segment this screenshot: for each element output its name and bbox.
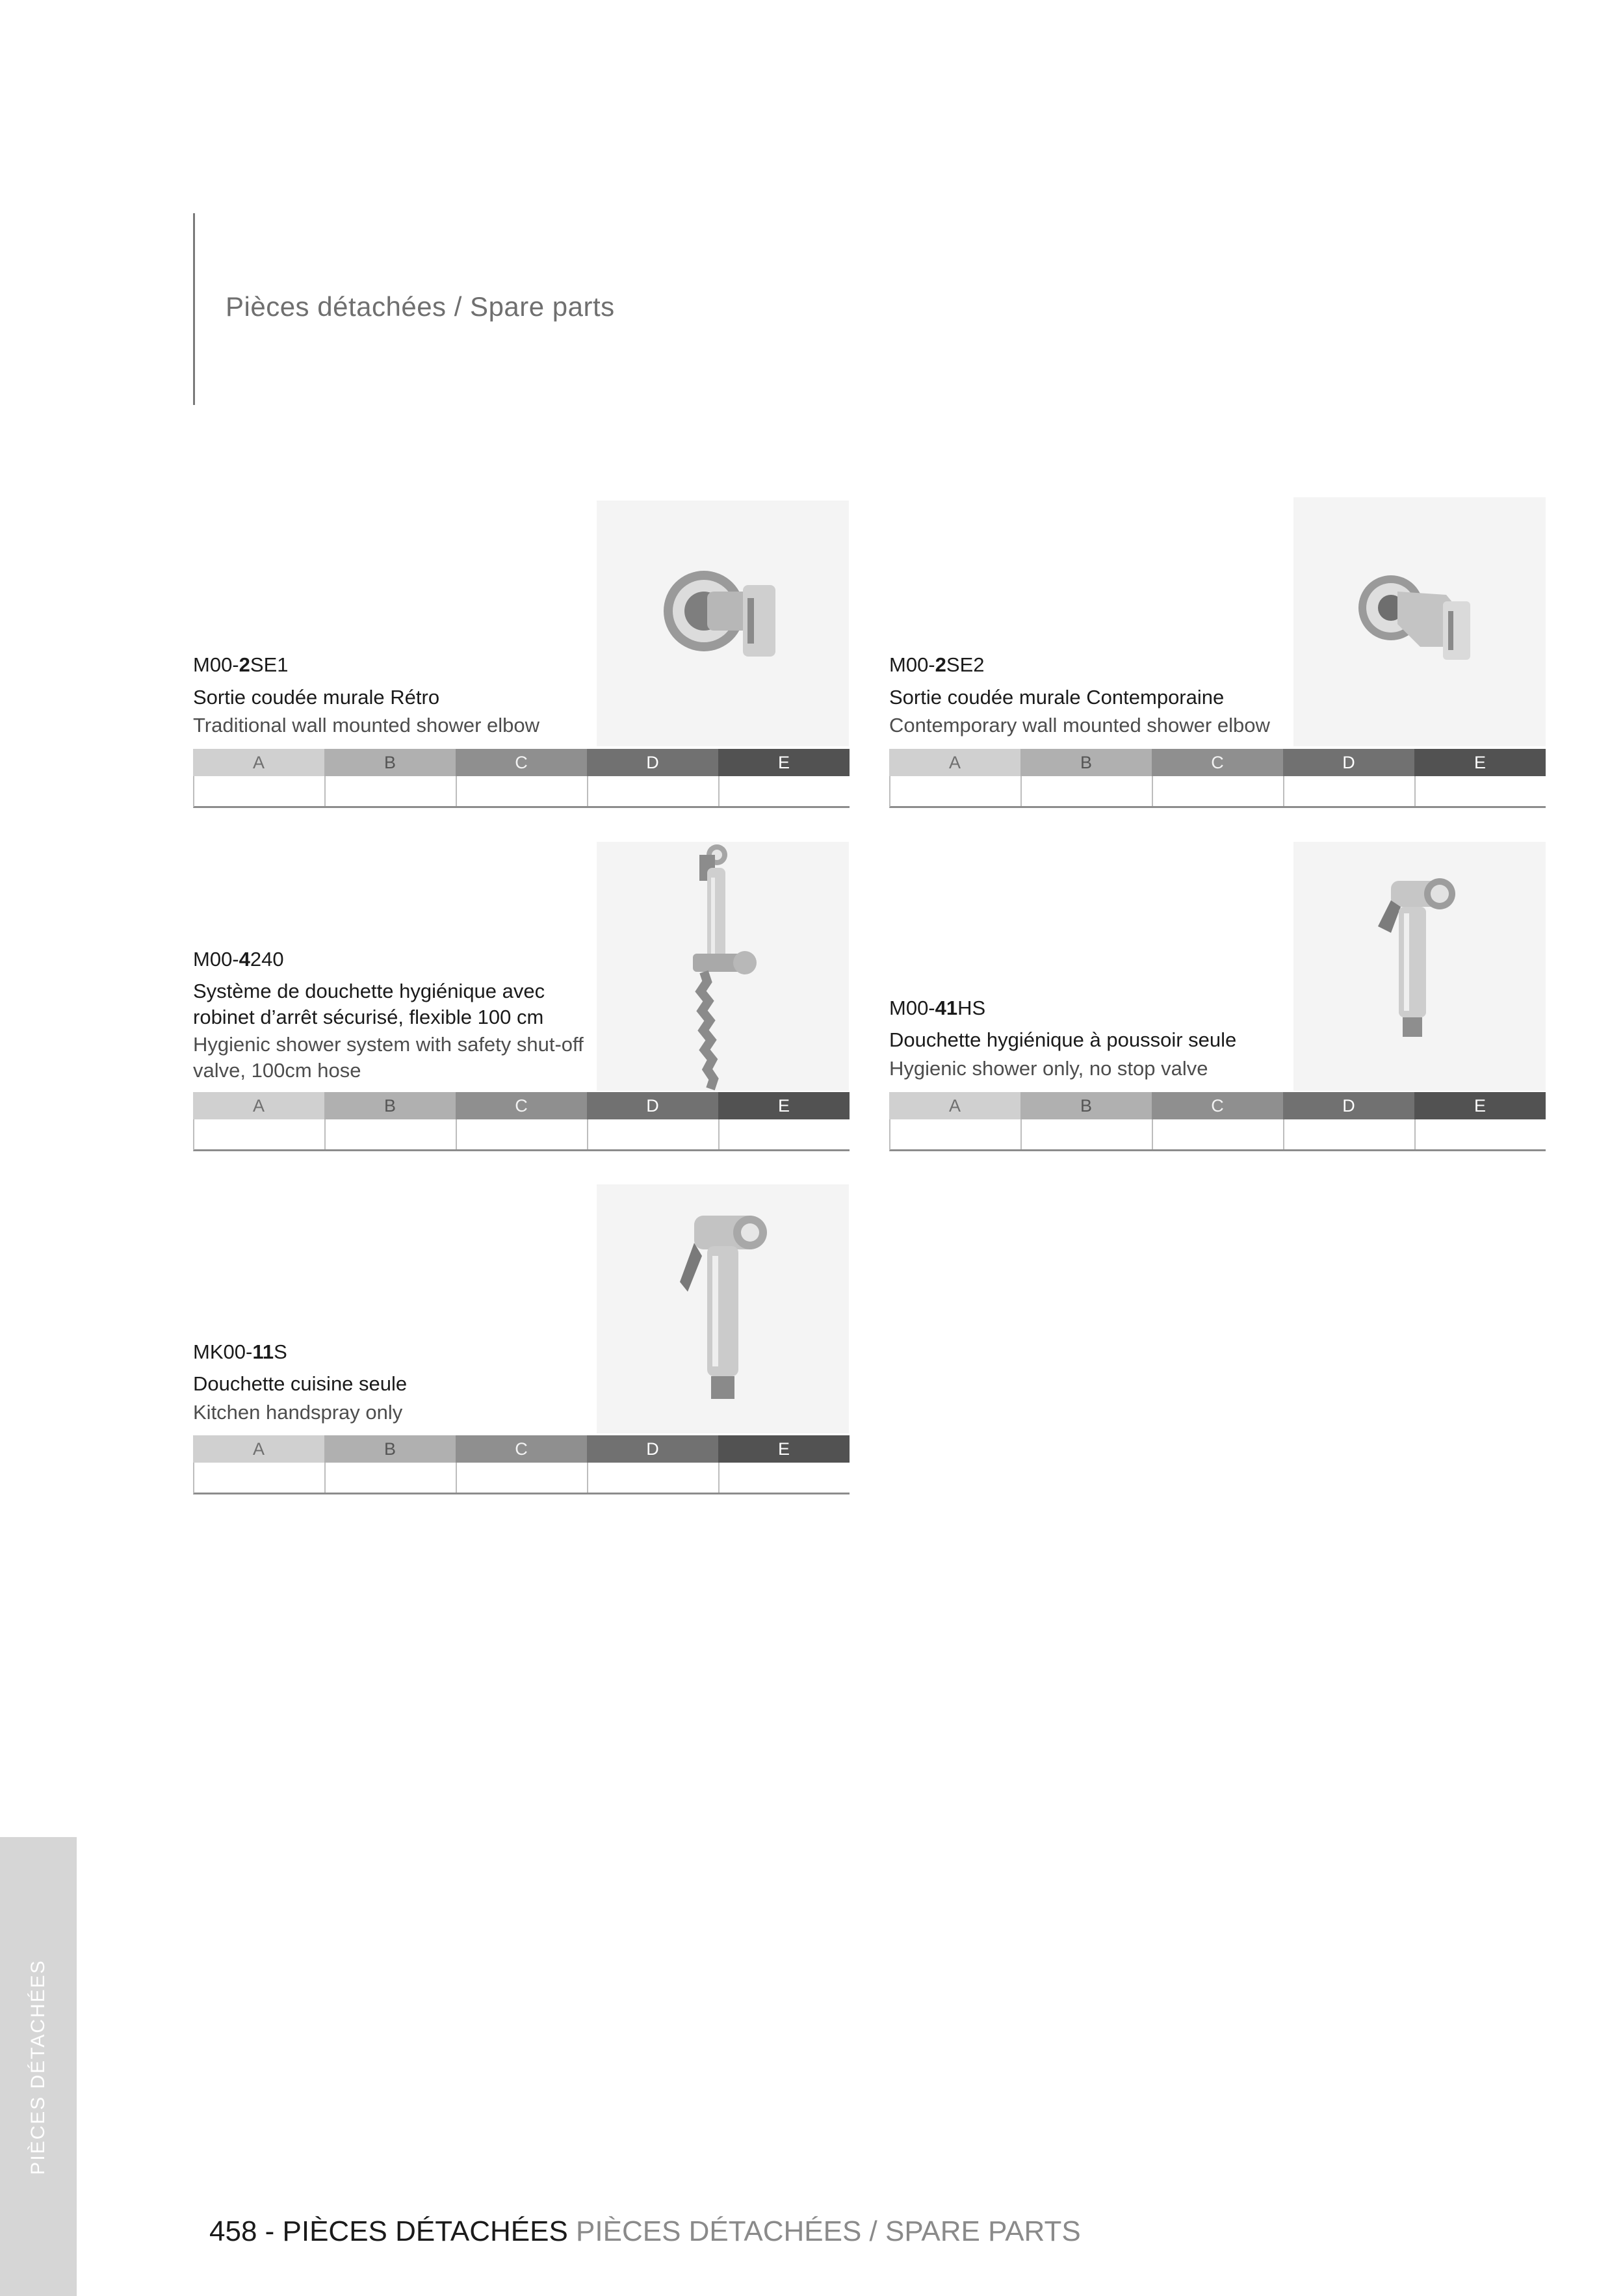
column-c-header: C xyxy=(1152,749,1283,776)
column-e-header: E xyxy=(1414,1092,1546,1119)
product-code: M00-41HS xyxy=(889,997,986,1019)
grid-cell xyxy=(1284,776,1416,806)
grid-cell xyxy=(326,1119,457,1149)
column-b-header: B xyxy=(324,749,456,776)
column-a-header: A xyxy=(889,749,1020,776)
grid-cell xyxy=(194,776,326,806)
product-photo-elbow-retro xyxy=(597,501,849,746)
grid-cell xyxy=(326,1463,457,1493)
grid-cell xyxy=(720,1119,850,1149)
header-rule xyxy=(193,213,195,405)
grid-cell xyxy=(1022,1119,1153,1149)
column-e-header: E xyxy=(718,749,850,776)
product-photo-kitchen-handspray xyxy=(597,1184,849,1433)
footer-page-number: 458 - PIÈCES DÉTACHÉES xyxy=(209,2215,568,2247)
dimension-grid xyxy=(193,1092,850,1151)
column-e-header: E xyxy=(1414,749,1546,776)
grid-cell xyxy=(720,776,850,806)
grid-cell xyxy=(326,776,457,806)
dimension-grid xyxy=(193,749,850,808)
column-a-header: A xyxy=(193,1435,324,1463)
product-name-fr: Douchette cuisine seule xyxy=(193,1372,408,1395)
dimension-grid xyxy=(889,749,1546,808)
product-photo-hygienic-shower-only xyxy=(1293,842,1546,1091)
column-d-header: D xyxy=(587,1435,718,1463)
product-name-en: Hygienic shower system with safety shut-off valve, 100cm hose xyxy=(193,1033,584,1082)
grid-cell xyxy=(194,1119,326,1149)
product-code: M00-2SE2 xyxy=(889,653,985,676)
grid-cell xyxy=(457,1463,588,1493)
product-name-fr: Douchette hygiénique à poussoir seule xyxy=(889,1028,1237,1051)
dimension-grid xyxy=(889,1092,1546,1151)
grid-cell xyxy=(588,1119,720,1149)
product-name-en: Hygienic shower only, no stop valve xyxy=(889,1057,1208,1080)
grid-cell xyxy=(890,1119,1022,1149)
column-e-header: E xyxy=(718,1092,850,1119)
column-e-header: E xyxy=(718,1435,850,1463)
column-b-header: B xyxy=(324,1092,456,1119)
footer-section-title: PIÈCES DÉTACHÉES / SPARE PARTS xyxy=(567,2215,1081,2247)
column-d-header: D xyxy=(587,1092,718,1119)
product-photo-hygienic-shower-system xyxy=(597,842,849,1091)
column-c-header: C xyxy=(456,749,587,776)
product-name-fr: Sortie coudée murale Rétro xyxy=(193,686,440,709)
column-c-header: C xyxy=(456,1092,587,1119)
dimension-grid xyxy=(193,1435,850,1494)
grid-cell xyxy=(194,1463,326,1493)
column-b-header: B xyxy=(1020,749,1152,776)
column-c-header: C xyxy=(1152,1092,1283,1119)
product-code: M00-2SE1 xyxy=(193,653,289,676)
column-a-header: A xyxy=(889,1092,1020,1119)
column-a-header: A xyxy=(193,749,324,776)
grid-cell xyxy=(1022,776,1153,806)
grid-cell xyxy=(1153,1119,1284,1149)
grid-cell xyxy=(1153,776,1284,806)
grid-cell xyxy=(588,776,720,806)
grid-cell xyxy=(1416,1119,1546,1149)
product-name-en: Traditional wall mounted shower elbow xyxy=(193,714,540,737)
grid-cell xyxy=(720,1463,850,1493)
product-name-fr: Système de douchette hygiénique avec robinet d’arrêt sécurisé, flexible 100 cm xyxy=(193,980,545,1028)
product-name-en: Contemporary wall mounted shower elbow xyxy=(889,714,1270,737)
product-code: M00-4240 xyxy=(193,948,284,971)
grid-cell xyxy=(588,1463,720,1493)
side-tab-label: PIÈCES DÉTACHÉES xyxy=(27,1959,49,2175)
column-c-header: C xyxy=(456,1435,587,1463)
product-name-en: Kitchen handspray only xyxy=(193,1401,403,1424)
grid-cell xyxy=(457,776,588,806)
column-d-header: D xyxy=(587,749,718,776)
grid-cell xyxy=(457,1119,588,1149)
column-d-header: D xyxy=(1283,1092,1414,1119)
column-b-header: B xyxy=(1020,1092,1152,1119)
grid-cell xyxy=(1416,776,1546,806)
column-d-header: D xyxy=(1283,749,1414,776)
grid-cell xyxy=(890,776,1022,806)
product-photo-elbow-contemporary xyxy=(1293,497,1546,746)
page-title: Pièces détachées / Spare parts xyxy=(226,291,615,322)
product-code: MK00-11S xyxy=(193,1340,287,1363)
grid-cell xyxy=(1284,1119,1416,1149)
product-name-fr: Sortie coudée murale Contemporaine xyxy=(889,686,1225,709)
column-a-header: A xyxy=(193,1092,324,1119)
page-footer xyxy=(209,2215,1081,2248)
column-b-header: B xyxy=(324,1435,456,1463)
